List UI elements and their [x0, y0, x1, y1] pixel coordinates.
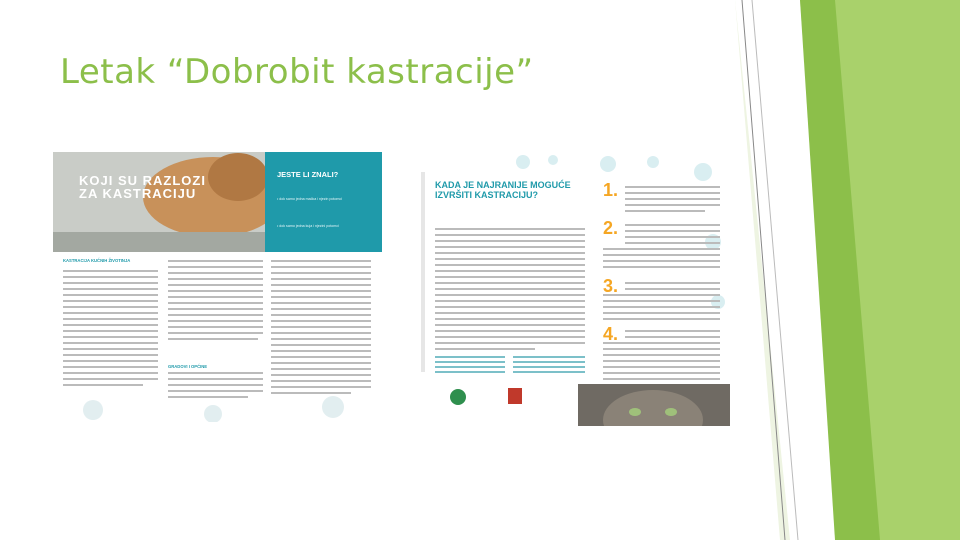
- left-box-item-1: • dok samo jedna mačka i njezin potomci: [277, 197, 342, 201]
- left-section1-title: KASTRACIJA KUĆNIH ŽIVOTINJA: [63, 258, 131, 263]
- step-2-number: 2.: [603, 218, 619, 238]
- left-section2-title: GRADOVI I OPĆINE: [168, 364, 208, 369]
- slide-title: Letak “Dobrobit kastracije”: [60, 52, 534, 92]
- left-box-title: JESTE LI ZNALI?: [277, 170, 339, 179]
- step-4-number: 4.: [603, 324, 619, 344]
- leaflet-page-left: [53, 152, 382, 422]
- step-1-number: 1.: [603, 180, 619, 200]
- right-heading: KADA JE NAJRANIJE MOGUĆE IZVRŠITI KASTRACIJU?: [435, 180, 571, 200]
- step-3-number: 3.: [603, 276, 619, 296]
- left-heading: KOJI SU RAZLOZI ZA KASTRACIJU: [79, 173, 206, 201]
- left-box-item-2: • dok samo jedna kuja i njezini potomci: [277, 224, 339, 228]
- leaflet-page-right: [403, 152, 730, 426]
